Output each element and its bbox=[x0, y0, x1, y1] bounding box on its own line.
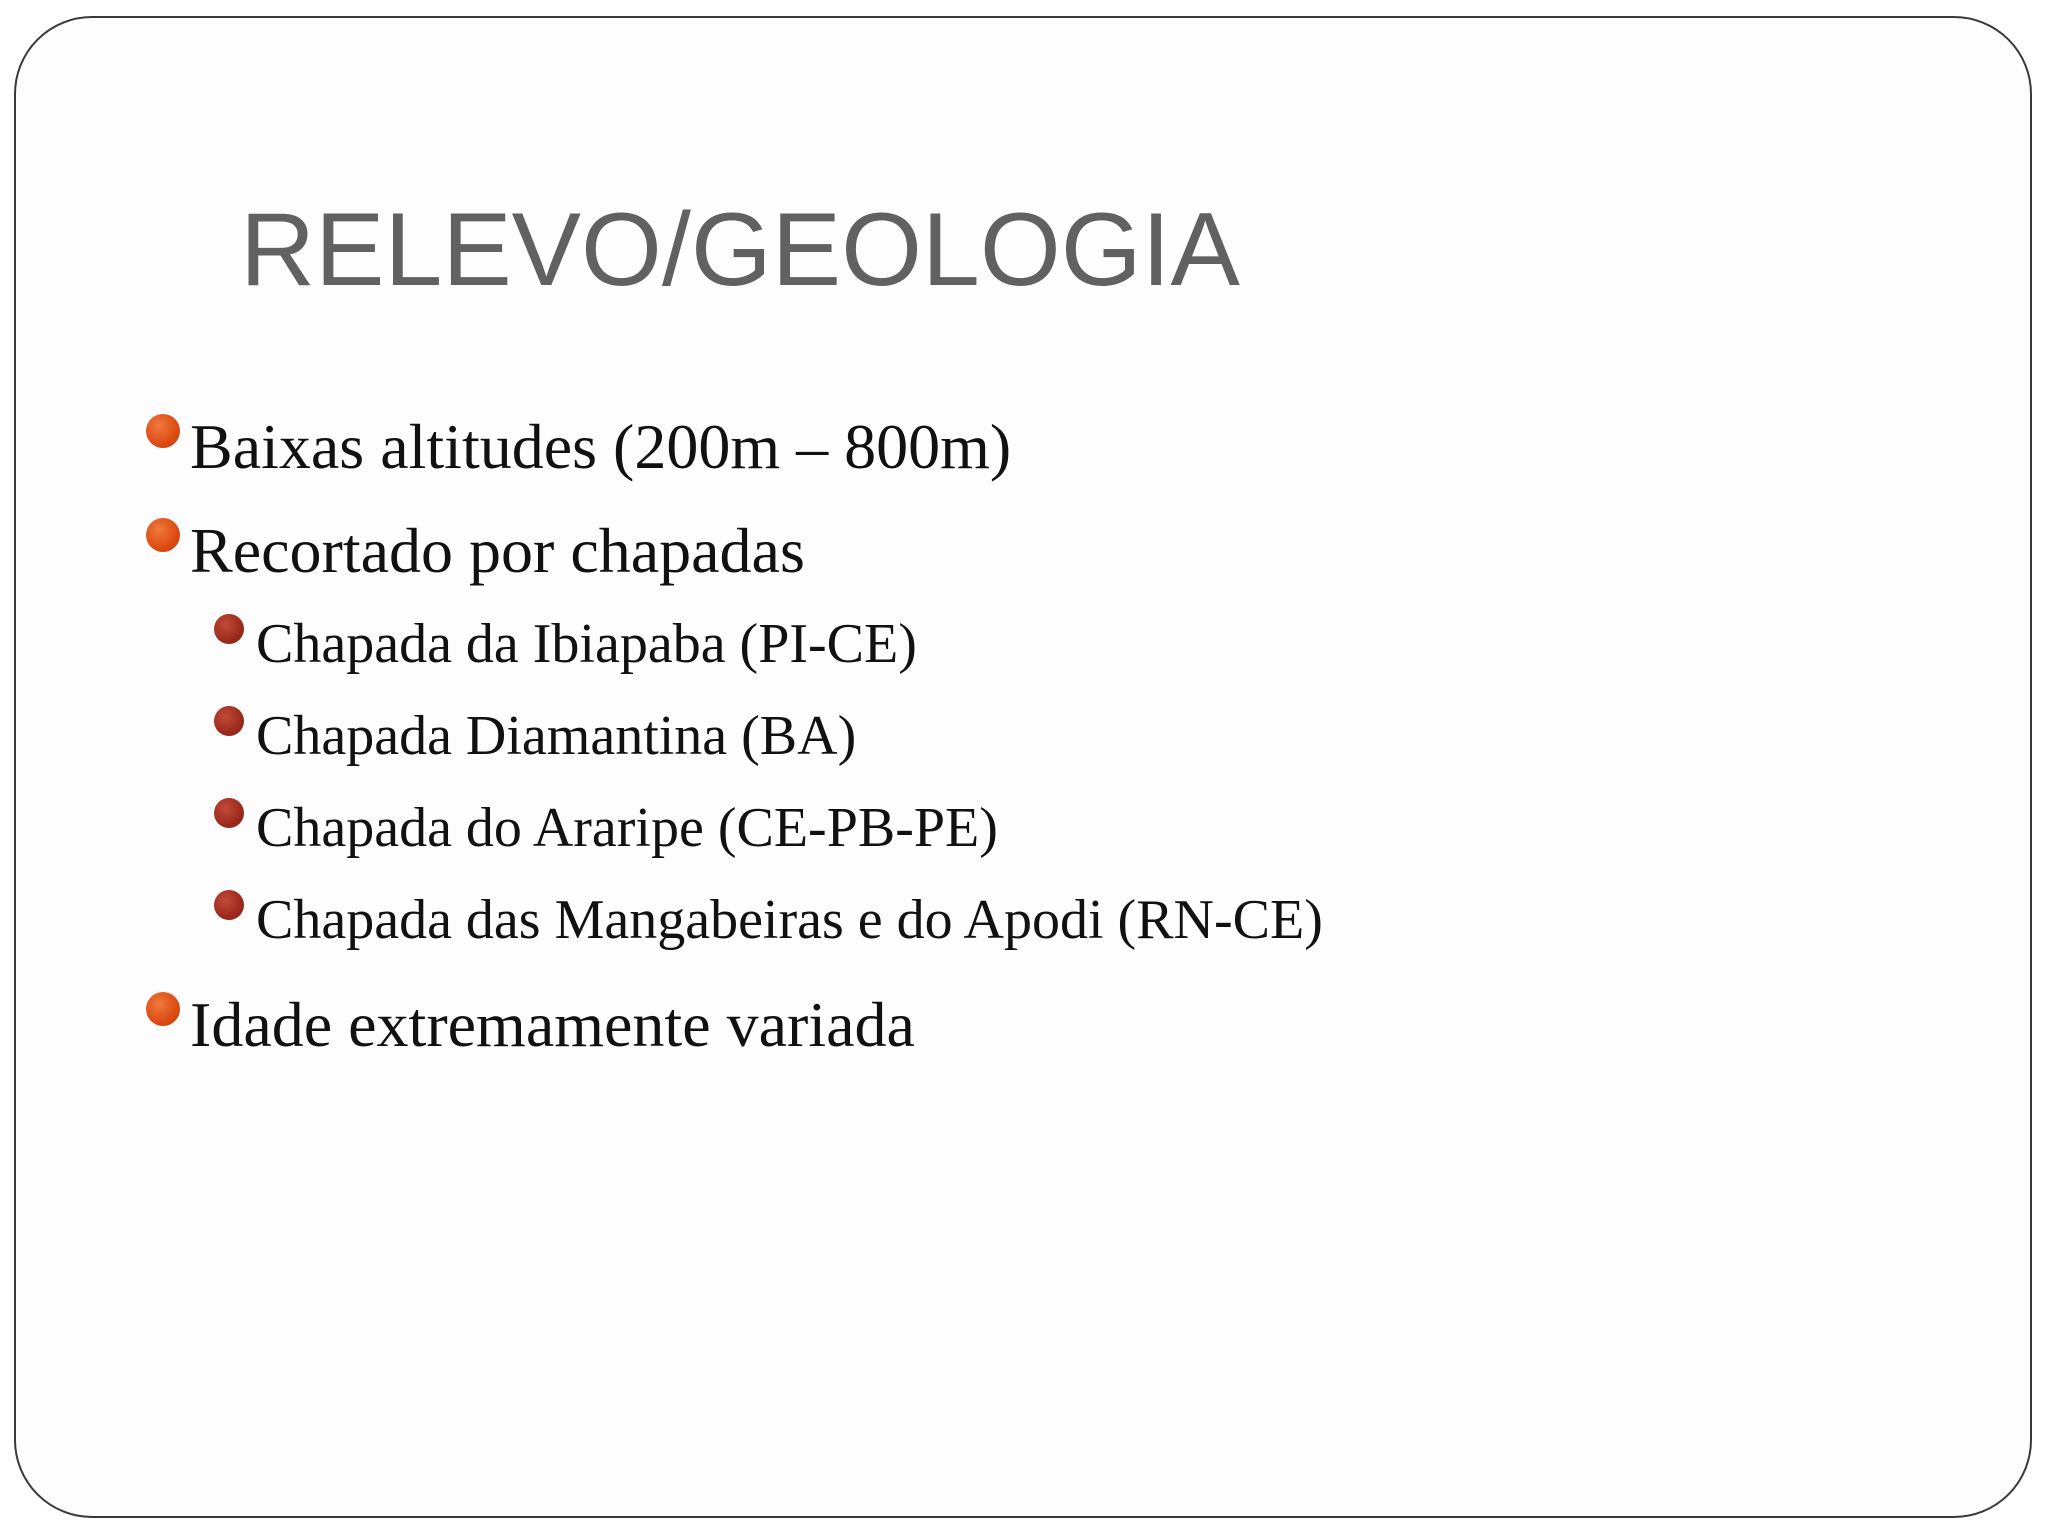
bullet-item bbox=[190, 988, 915, 1062]
sub-bullet-text: Chapada das Mangabeiras e do Apodi (RN-CE) bbox=[256, 889, 1323, 951]
slide-title: RELEVO/GEOLOGIA bbox=[240, 192, 1240, 308]
bullet-text: Idade extremamente variada bbox=[190, 989, 915, 1060]
sub-bullet-text: Chapada da Ibiapaba (PI-CE) bbox=[256, 613, 917, 675]
sub-bullet-dot-icon bbox=[214, 890, 244, 920]
bullet-dot-icon bbox=[146, 518, 180, 552]
bullet-list bbox=[16, 18, 2030, 1516]
sub-bullet-dot-icon bbox=[214, 706, 244, 736]
bullet-text: Recortado por chapadas bbox=[190, 515, 805, 586]
sub-bullet-item bbox=[256, 612, 917, 676]
bullet-dot-icon bbox=[146, 414, 180, 448]
sub-bullet-item bbox=[256, 704, 856, 768]
bullet-item bbox=[190, 410, 1011, 484]
sub-bullet-dot-icon bbox=[214, 614, 244, 644]
sub-bullet-item bbox=[256, 796, 998, 860]
sub-bullet-text: Chapada Diamantina (BA) bbox=[256, 705, 857, 767]
bullet-text: Baixas altitudes (200m – 800m) bbox=[190, 411, 1012, 482]
sub-bullet-item bbox=[256, 888, 1323, 952]
bullet-dot-icon bbox=[146, 992, 180, 1026]
sub-bullet-text: Chapada do Araripe (CE-PB-PE) bbox=[256, 797, 998, 859]
sub-bullet-dot-icon bbox=[214, 798, 244, 828]
bullet-item bbox=[190, 514, 805, 588]
slide-frame bbox=[14, 16, 2032, 1518]
